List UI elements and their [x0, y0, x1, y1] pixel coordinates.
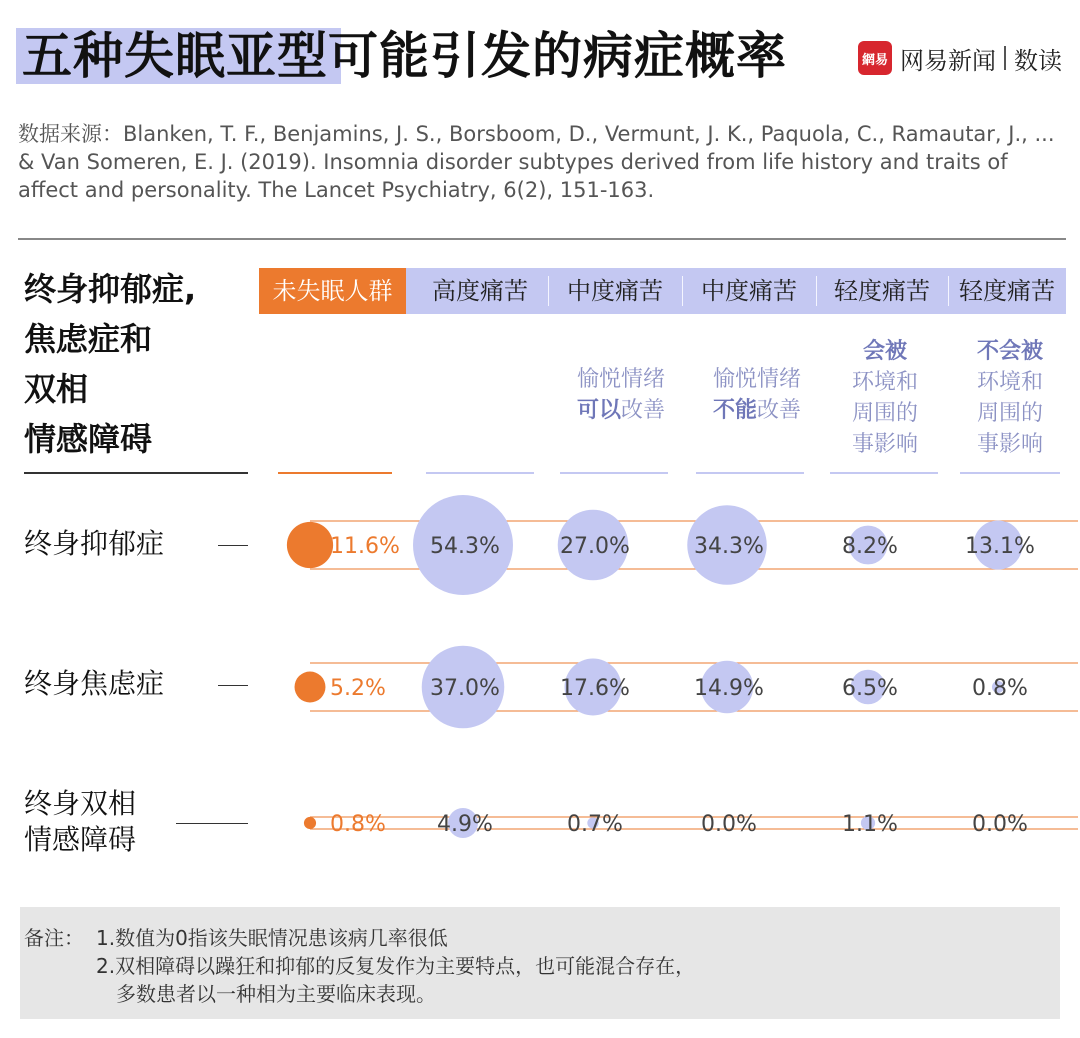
brand-section: 数读 [1014, 46, 1062, 75]
data-label: 0.8% [330, 812, 386, 837]
column-header-moderate-nonreactive: 中度痛苦 [701, 277, 797, 305]
desc-line: 周围的 [976, 401, 1043, 426]
heading-line: 双相 [24, 370, 89, 408]
data-label: 5.2% [330, 676, 386, 701]
desc-line: 周围的 [851, 401, 918, 426]
data-label: 54.3% [430, 534, 500, 559]
data-label: 14.9% [694, 676, 764, 701]
desc-line: 愉悦情绪 [576, 367, 665, 392]
desc-emphasis: 可以 [576, 398, 621, 423]
column-header-control: 未失眠人群 [259, 268, 406, 314]
data-source: 数据来源：Blanken, T. F., Benjamins, J. S., Borsboom, D., Vermunt, J. K., Paquola, C., Ramautar, J., ... & Van Someren, E. J. (2019). Insomnia disorder subtypes derived from life history and traits of affect and personality. The Lancet Psychiatry, 6(2), 151-163. [18, 122, 1055, 202]
row-label-line: 终身双相 [24, 787, 137, 820]
note-line: 多数患者以一种相为主要临床表现。 [116, 982, 436, 1006]
bubble-mark [287, 522, 333, 568]
note-line: 1.数值为0指该失眠情况患该病几率很低 [96, 926, 448, 950]
desc-emphasis: 会被 [862, 339, 907, 364]
page-title: 五种失眠亚型可能引发的病症概率 [22, 27, 787, 85]
column-header-slight-nonreactive: 轻度痛苦 [959, 277, 1055, 305]
desc-line: 愉悦情绪 [712, 367, 801, 392]
desc-line: 环境和 [976, 370, 1043, 395]
data-label: 37.0% [430, 676, 500, 701]
desc-emphasis: 不能 [712, 398, 757, 423]
row-label-line: 终身抑郁症 [24, 527, 165, 560]
heading-line: 焦虑症和 [24, 320, 153, 358]
data-label: 4.9% [437, 812, 493, 837]
bubble-mark [304, 817, 316, 829]
data-label: 0.8% [972, 676, 1028, 701]
data-label: 27.0% [560, 534, 630, 559]
bubble-mark [295, 672, 326, 703]
desc-line: 事影响 [976, 432, 1043, 457]
data-label: 0.7% [567, 812, 623, 837]
desc-text: 改善 [621, 398, 666, 423]
desc-line: 环境和 [851, 370, 918, 395]
desc-text: 改善 [757, 398, 802, 423]
note-line: 2.双相障碍以躁狂和抑郁的反复发作为主要特点，也可能混合存在， [96, 954, 696, 978]
data-label: 1.1% [842, 812, 898, 837]
column-header-slight-reactive: 轻度痛苦 [834, 277, 930, 305]
netease-logo-icon: 網易 [858, 41, 892, 75]
desc-emphasis: 不会被 [976, 339, 1043, 364]
notes-prefix: 备注： [24, 926, 84, 950]
row-label-line: 情感障碍 [24, 823, 137, 856]
data-label: 11.6% [330, 534, 400, 559]
data-label: 17.6% [560, 676, 630, 701]
data-label: 6.5% [842, 676, 898, 701]
data-label: 34.3% [694, 534, 764, 559]
row-label-line: 终身焦虑症 [24, 667, 165, 700]
column-header-high-distress: 高度痛苦 [432, 277, 528, 305]
row-guide-lines [310, 817, 1078, 829]
data-label: 0.0% [972, 812, 1028, 837]
column-header-moderate-reactive: 中度痛苦 [567, 277, 663, 305]
heading-line: 终身抑郁症, [24, 270, 197, 308]
brand-name: 网易新闻 [900, 46, 996, 75]
desc-line: 事影响 [851, 432, 918, 457]
data-label: 13.1% [965, 534, 1035, 559]
data-label: 8.2% [842, 534, 898, 559]
heading-line: 情感障碍 [24, 420, 153, 458]
data-label: 0.0% [701, 812, 757, 837]
